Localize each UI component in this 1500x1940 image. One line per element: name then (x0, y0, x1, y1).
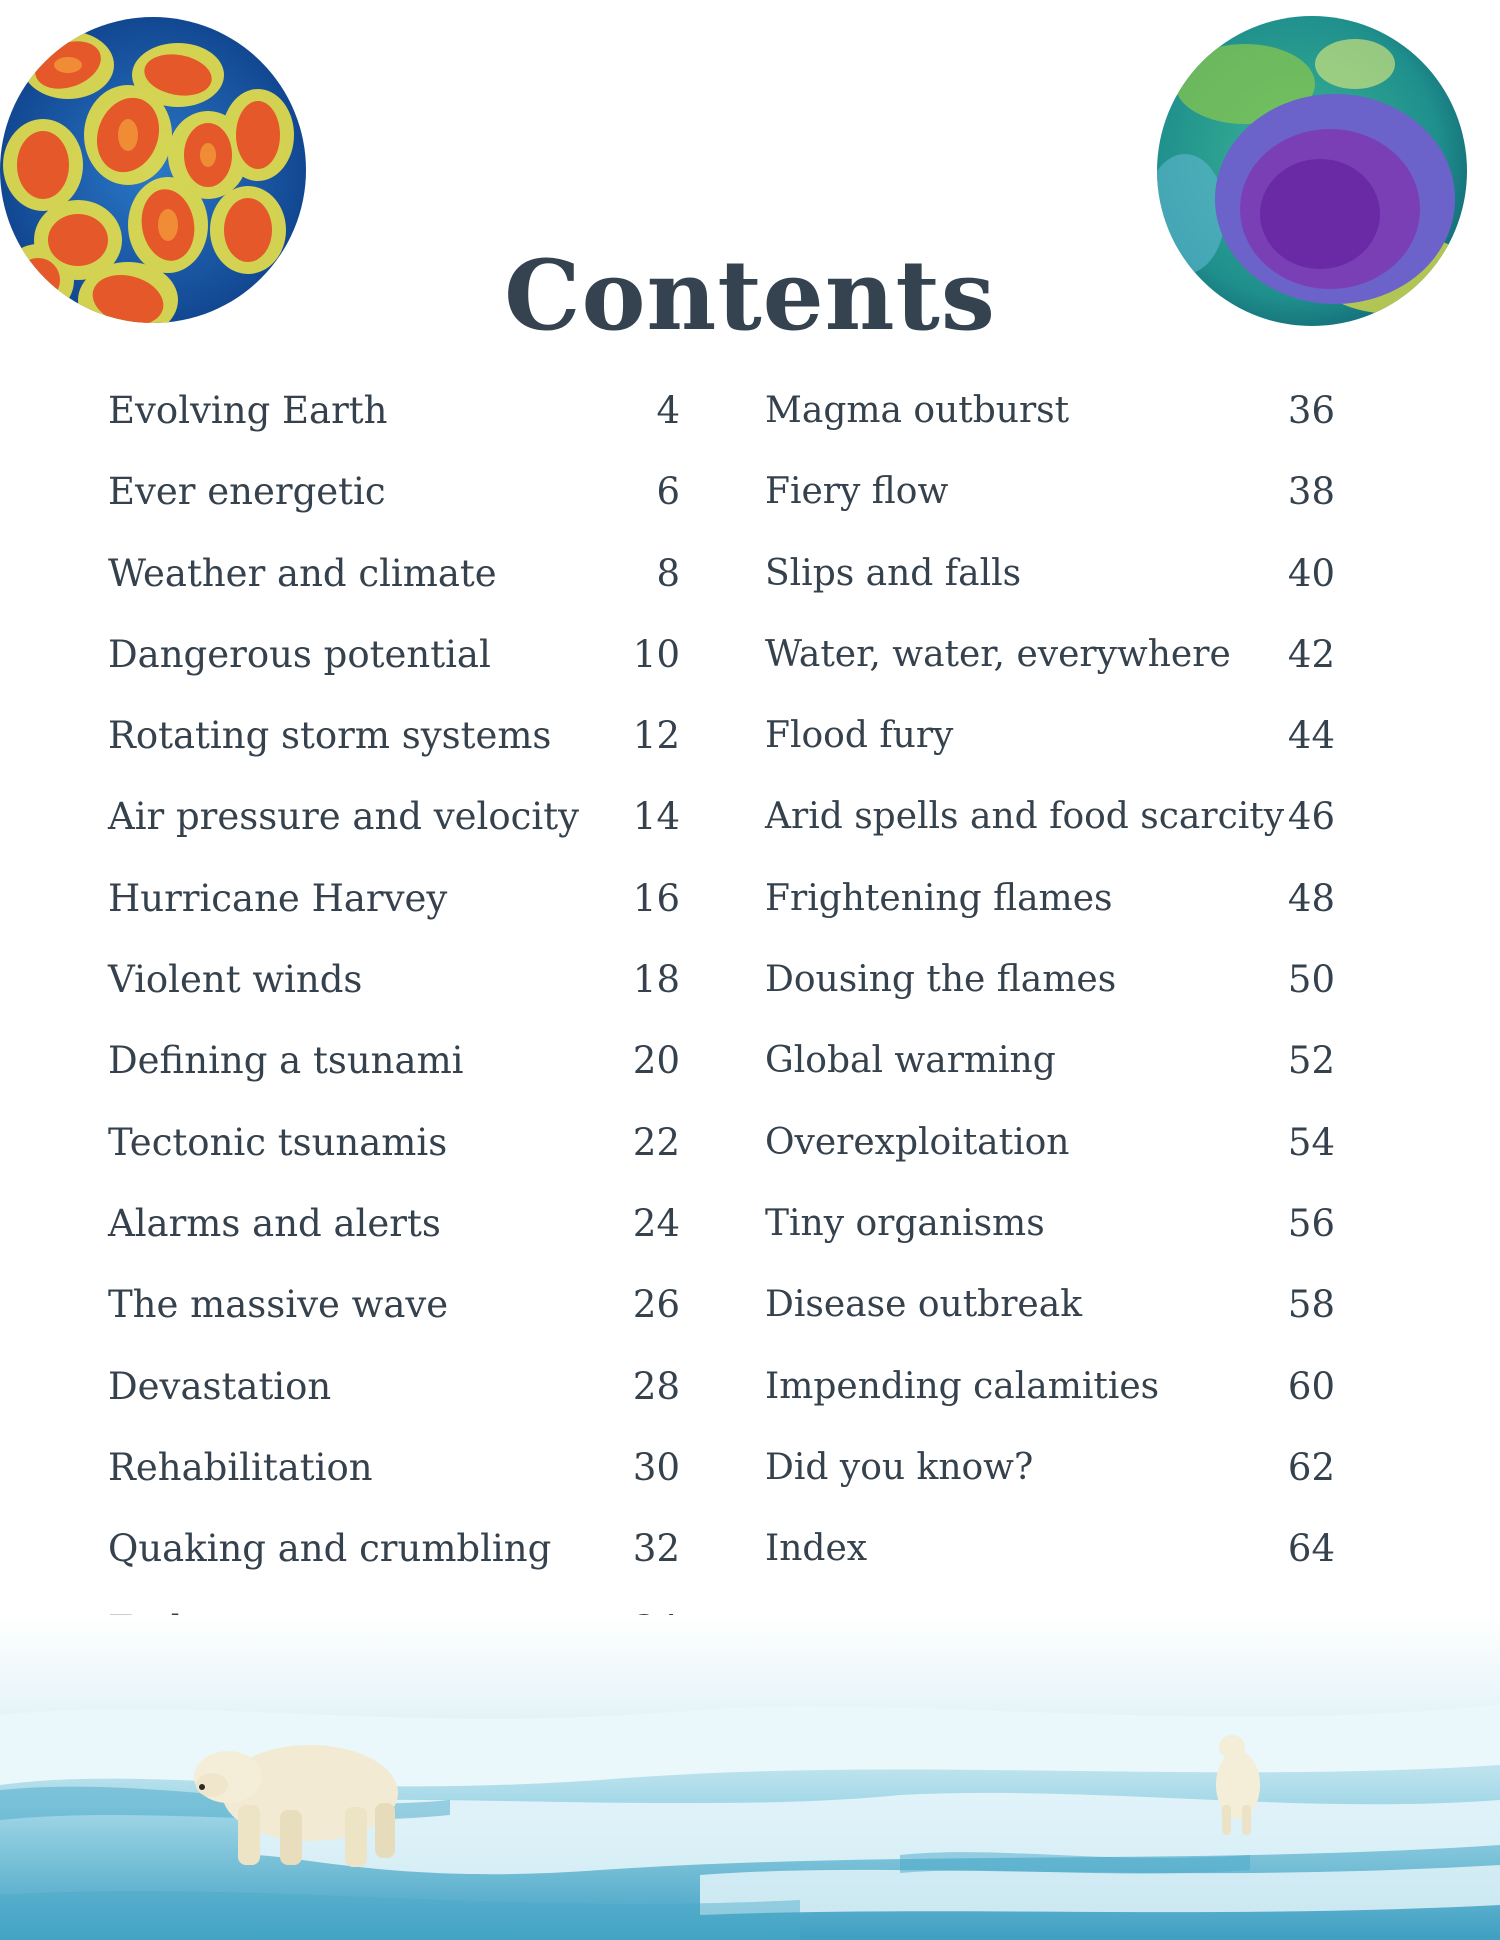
toc-entry[interactable] (108, 462, 680, 543)
toc-entry-title: Magma outburst (765, 390, 1070, 431)
toc-entry-title: Defining a tsunami (108, 1039, 464, 1083)
toc-entry-title: Overexploitation (765, 1121, 1070, 1163)
toc-entry[interactable] (108, 1194, 680, 1275)
toc-left-column (108, 381, 680, 1682)
toc-entry-title: Rotating storm systems (108, 714, 552, 758)
toc-entry-title: The massive wave (108, 1283, 449, 1327)
toc-entry-page: 42 (1287, 632, 1335, 676)
toc-entry[interactable] (765, 462, 1335, 543)
toc-entry[interactable] (108, 787, 680, 868)
toc-entry-page: 10 (632, 632, 680, 676)
toc-entry-title: Quaking and crumbling (108, 1527, 552, 1571)
toc-entry-title: Frightening flames (765, 877, 1113, 919)
toc-entry-title: Water, water, everywhere (765, 633, 1231, 675)
toc-entry-title: Dangerous potential (108, 632, 491, 676)
toc-entry-title: Air pressure and velocity (108, 795, 579, 839)
toc-entry-title: Slips and falls (765, 552, 1022, 594)
toc-entry-page: 40 (1287, 551, 1335, 595)
toc-entry-title: Devastation (108, 1364, 332, 1408)
toc-entry[interactable] (108, 625, 680, 706)
toc-entry[interactable] (765, 1438, 1335, 1519)
toc-entry-title: Global warming (765, 1040, 1056, 1082)
toc-entry[interactable] (765, 869, 1335, 950)
toc-entry-page: 26 (632, 1283, 680, 1327)
toc-entry-title: Did you know? (765, 1446, 1034, 1488)
toc-entry-title: Arid spells and food scarcity (765, 796, 1285, 838)
toc-entry-title: Disease outbreak (765, 1284, 1083, 1326)
toc-entry-page: 58 (1287, 1283, 1335, 1327)
toc-entry-title: Tiny organisms (765, 1202, 1045, 1244)
toc-right-column (765, 381, 1335, 1600)
toc-entry-page: 54 (1287, 1120, 1335, 1164)
toc-entry[interactable] (108, 1438, 680, 1519)
toc-entry-title: Fiery flow (765, 471, 949, 513)
toc-entry[interactable] (765, 1031, 1335, 1112)
toc-entry[interactable] (108, 544, 680, 625)
toc-entry-title: Hurricane Harvey (108, 876, 448, 920)
toc-entry[interactable] (765, 706, 1335, 787)
toc-entry-page: 14 (632, 795, 680, 839)
toc-entry-title: Alarms and alerts (108, 1201, 441, 1245)
toc-entry[interactable] (108, 950, 680, 1031)
toc-entry-page: 24 (632, 1201, 680, 1245)
toc-entry[interactable] (108, 1357, 680, 1438)
toc-entry-title: Dousing the flames (765, 959, 1117, 1001)
toc-entry[interactable] (765, 1519, 1335, 1600)
toc-entry[interactable] (765, 625, 1335, 706)
toc-entry[interactable] (765, 381, 1335, 462)
toc-entry-page: 46 (1287, 795, 1335, 839)
toc-entry[interactable] (765, 544, 1335, 625)
toc-entry-page: 28 (632, 1364, 680, 1408)
toc-entry-page: 50 (1287, 958, 1335, 1002)
toc-entry[interactable] (108, 1275, 680, 1356)
toc-entry-page: 16 (632, 876, 680, 920)
toc-entry[interactable] (765, 950, 1335, 1031)
toc-entry-page: 44 (1287, 714, 1335, 758)
toc-entry-page: 64 (1287, 1527, 1335, 1571)
toc-entry[interactable] (765, 787, 1335, 868)
toc-entry[interactable] (108, 869, 680, 950)
toc-entry-page: 4 (656, 389, 680, 432)
toc-entry-page: 20 (632, 1039, 680, 1083)
toc-entry[interactable] (108, 1031, 680, 1112)
page-title: Contents (504, 239, 996, 352)
toc-entry[interactable] (765, 1113, 1335, 1194)
toc-entry-page: 48 (1287, 876, 1335, 920)
toc-entry-page: 62 (1287, 1445, 1335, 1489)
toc-entry-page: 8 (656, 551, 680, 595)
toc-entry-title: Evolving Earth (108, 389, 388, 432)
toc-entry-title: Tectonic tsunamis (108, 1120, 448, 1164)
toc-entry[interactable] (108, 381, 680, 462)
toc-entry-page: 6 (656, 470, 680, 514)
toc-entry-page: 36 (1287, 389, 1335, 432)
toc-entry[interactable] (108, 706, 680, 787)
polar-bear-arctic-icon (0, 1615, 1500, 1940)
toc-entry-title: Weather and climate (108, 551, 497, 595)
toc-entry-page: 12 (632, 714, 680, 758)
toc-entry-page: 56 (1287, 1201, 1335, 1245)
toc-entry-page: 38 (1287, 470, 1335, 514)
toc-entry-title: Ever energetic (108, 470, 386, 514)
toc-entry-page: 60 (1287, 1364, 1335, 1408)
toc-entry-title: Impending calamities (765, 1365, 1160, 1407)
toc-entry-page: 32 (632, 1527, 680, 1571)
toc-entry-page: 18 (632, 958, 680, 1002)
toc-entry-title: Index (765, 1528, 868, 1570)
toc-entry-page: 52 (1287, 1039, 1335, 1083)
toc-entry-title: Rehabilitation (108, 1445, 373, 1489)
toc-entry-title: Violent winds (108, 958, 363, 1002)
toc-entry-page: 22 (632, 1120, 680, 1164)
toc-entry[interactable] (765, 1194, 1335, 1275)
toc-entry-page: 30 (632, 1445, 680, 1489)
toc-entry[interactable] (765, 1357, 1335, 1438)
toc-entry[interactable] (108, 1519, 680, 1600)
toc-entry[interactable] (765, 1275, 1335, 1356)
toc-entry[interactable] (108, 1113, 680, 1194)
toc-entry-title: Flood fury (765, 715, 954, 757)
